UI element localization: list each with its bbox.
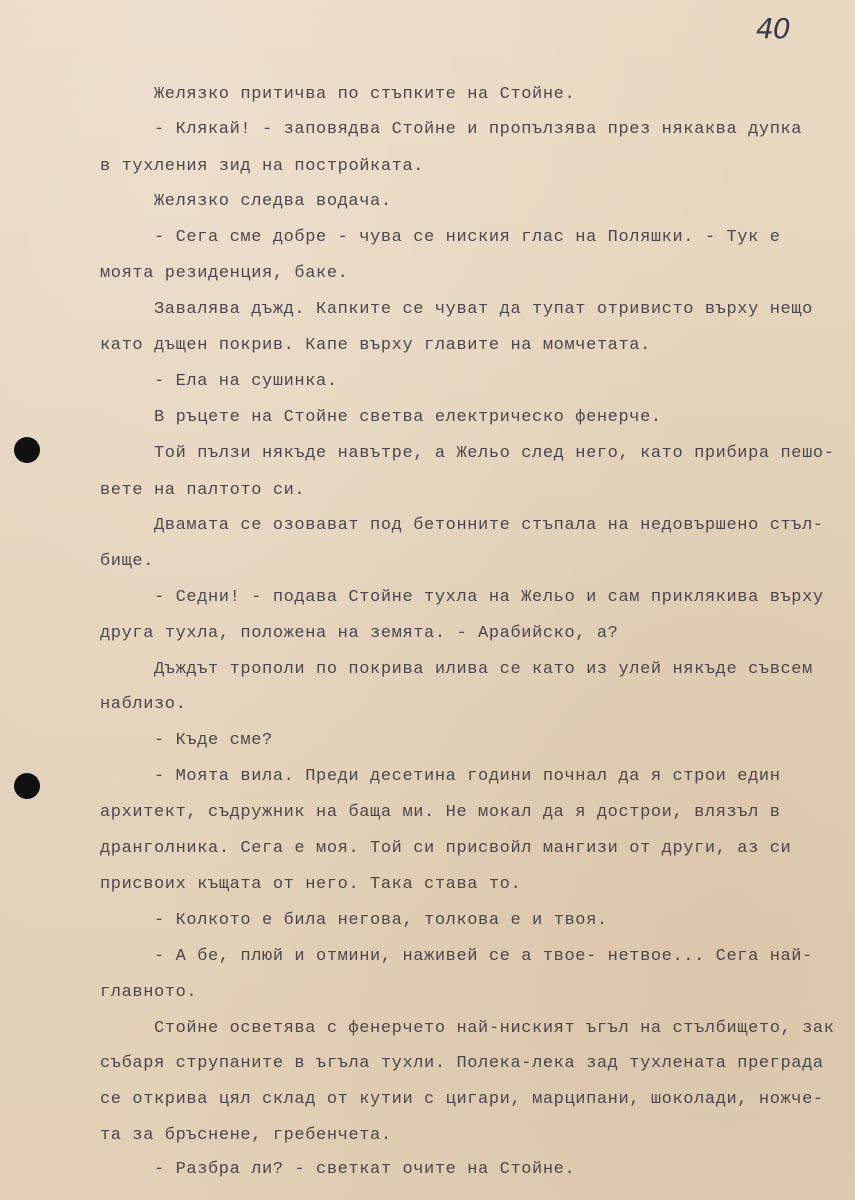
text-line: Двамата се озовават под бетонните стъпала на недовършено стъл- bbox=[154, 516, 824, 535]
text-line: събаря струпаните в ъгъла тухли. Полека-лека зад тухлената преграда bbox=[100, 1054, 824, 1073]
text-line: Желязко притичва по стъпките на Стойне. bbox=[154, 85, 576, 104]
text-line: Завалява дъжд. Капките се чуват да тупат отривисто върху нещо bbox=[154, 300, 813, 319]
punch-hole-bottom bbox=[14, 773, 40, 799]
text-line: главното. bbox=[100, 983, 198, 1002]
text-line: вете на палтото си. bbox=[100, 481, 306, 500]
text-line: - Разбра ли? - светкат очите на Стойне. bbox=[154, 1160, 576, 1179]
text-line: наблизо. bbox=[100, 695, 187, 714]
text-line: та за бръснене, гребенчета. bbox=[100, 1126, 392, 1145]
punch-hole-top bbox=[14, 437, 40, 463]
text-line: бище. bbox=[100, 552, 155, 571]
text-line: се открива цял склад от кутии с цигари, марципани, шоколади, ножче- bbox=[100, 1090, 824, 1109]
text-line: архитект, съдружник на баща ми. Не мокал да я дострои, влязъл в bbox=[100, 803, 781, 822]
text-line: дранголника. Сега е моя. Той си присвойл мангизи от други, аз си bbox=[100, 839, 792, 858]
text-line: В ръцете на Стойне светва електрическо фенерче. bbox=[154, 408, 662, 427]
text-line: друга тухла, положена на земята. - Арабийско, а? bbox=[100, 624, 619, 643]
text-line: - Клякай! - заповядва Стойне и пропълзява през някаква дупка bbox=[154, 120, 803, 139]
text-line: присвоих къщата от него. Така става то. bbox=[100, 875, 522, 894]
text-line: - Къде сме? bbox=[154, 731, 273, 750]
text-line: Дъждът трополи по покрива илива се като из улей някъде съвсем bbox=[154, 660, 813, 679]
text-line: Той пълзи някъде навътре, а Жельо след него, като прибира пешо- bbox=[154, 444, 835, 463]
text-line: Стойне осветява с фенерчето най-ниският ъгъл на стълбището, зак bbox=[154, 1019, 835, 1038]
page-number: 40 bbox=[756, 12, 790, 45]
text-line: - Колкото е била негова, толкова е и твоя. bbox=[154, 911, 608, 930]
text-line: - Седни! - подава Стойне тухла на Жельо и сам приклякива върху bbox=[154, 588, 824, 607]
text-line: като дъщен покрив. Капе върху главите на момчетата. bbox=[100, 336, 651, 355]
text-line: - Моята вила. Преди десетина години почнал да я строи един bbox=[154, 767, 781, 786]
text-line: моята резиденция, баке. bbox=[100, 264, 349, 283]
text-line: - А бе, плюй и отмини, наживей се а твое- нетвое... Сега най- bbox=[154, 947, 813, 966]
text-line: - Ела на сушинка. bbox=[154, 372, 338, 391]
text-line: - Сега сме добре - чува се ниския глас на Поляшки. - Тук е bbox=[154, 228, 781, 247]
text-line: Желязко следва водача. bbox=[154, 192, 392, 211]
text-line: в тухления зид на постройката. bbox=[100, 157, 425, 176]
